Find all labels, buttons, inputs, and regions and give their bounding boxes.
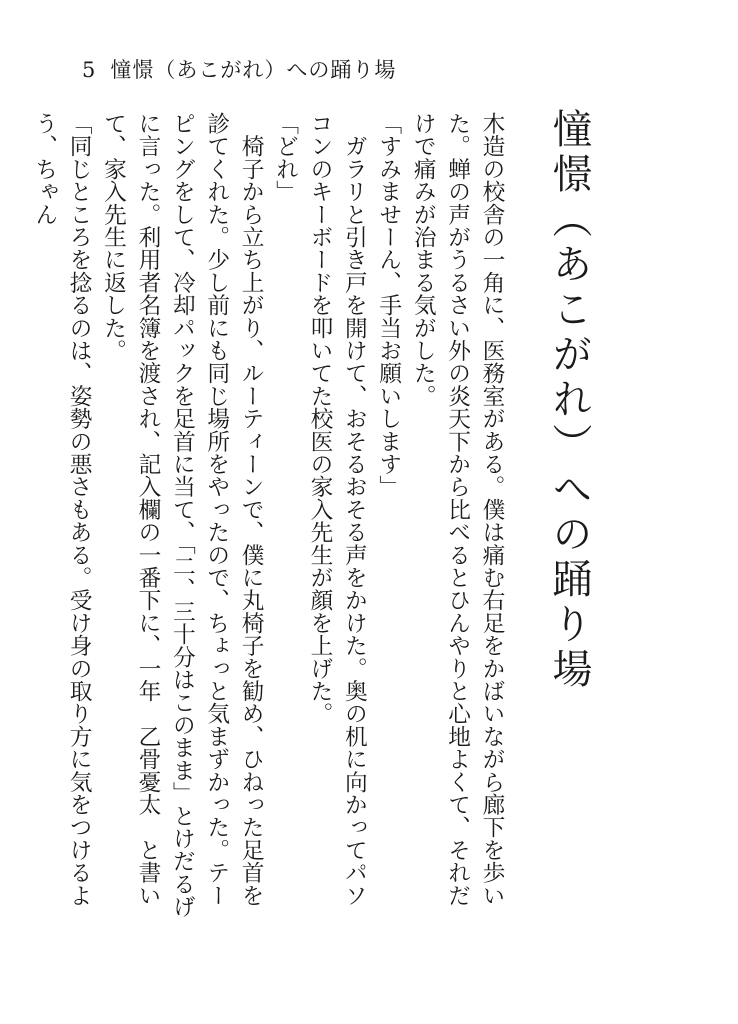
paragraph: ガラリと引き戸を開けて、おそるおそる声をかけた。奥の机に向かってパソコンのキーボードを叩いてた校医の家入先生が顔を上げた。 <box>306 112 368 907</box>
chapter-title: 憧憬（あこがれ）への踊り場 <box>546 108 592 693</box>
running-header <box>82 56 396 84</box>
paragraph: 「どれ」 <box>272 112 299 203</box>
paragraph: 「すみませーん、手当お願いします」 <box>375 112 402 498</box>
body-text <box>31 112 509 928</box>
paragraph: 「同じところを捻るのは、姿勢の悪さもある。受け身の取り方に気をつけるよう、ちゃん <box>31 112 93 907</box>
paragraph: 木造の校舎の一角に、医務室がある。僕は痛む右足をかばいながら廊下を歩いた。蝉の声がうるさい外の炎天下から比べるとひんやりと心地よくて、それだけで痛みが治まる気がした。 <box>410 112 505 907</box>
paragraph: 椅子から立ち上がり、ルーティーンで、僕に丸椅子を勧め、ひねった足首を診てくれた。少し前にも同じ場所をやったので、ちょっと気まずかった。テーピングをして、冷却パックを足首に当て、「二、三十分はこのまま」とけだるげに言った。利用者名簿を渡され、記入欄の一番下に、一年 乙骨憂太 と書いて、家入先生に返した。 <box>100 112 265 918</box>
running-header-title: 憧憬（あこがれ）への踊り場 <box>110 58 397 82</box>
page-number: 5 <box>82 58 97 82</box>
